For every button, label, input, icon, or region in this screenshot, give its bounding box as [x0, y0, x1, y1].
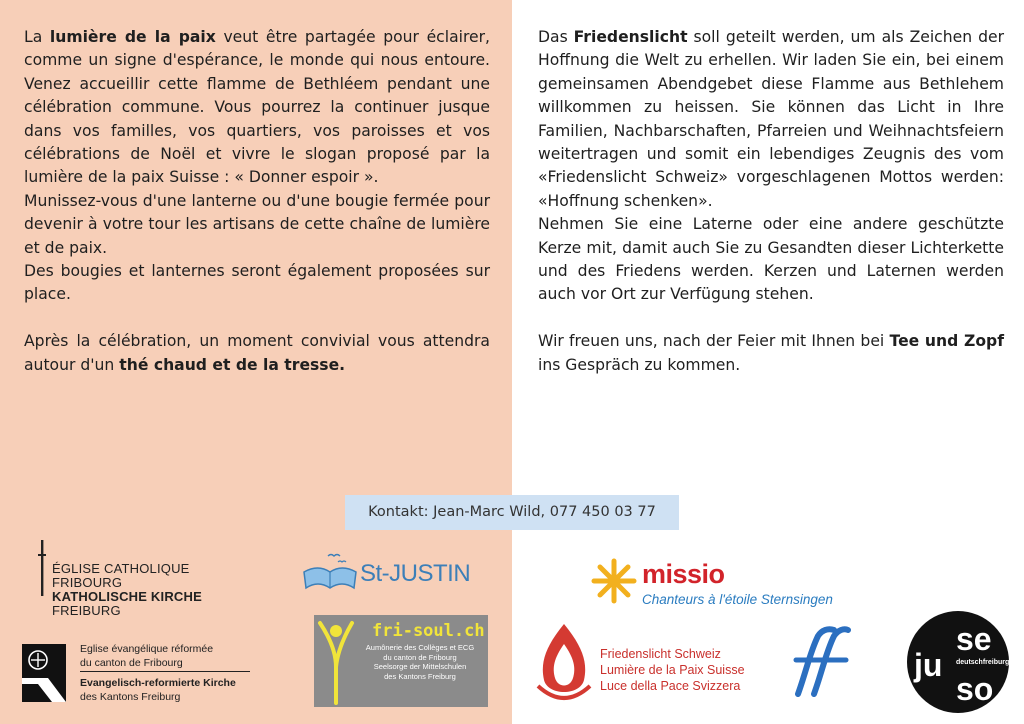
german-text — [538, 26, 1004, 377]
german-paragraph-2: Nehmen Sie eine Laterne oder eine andere geschützte Kerze mit, damit auch Sie zu Gesandten dieser Lichterkette und des Friedens werden. Kerzen und Laternen werden auch vor Ort zur Verfügung stehen. — [538, 215, 1004, 304]
french-paragraph-3: Des bougies et lanternes seront également proposées sur place. — [24, 262, 490, 304]
fri-soul-logo: fri-soul.ch Aumônerie des Collèges et ECG du canton de Fribourg Seelsorge der Mittelschulen des Kantons Freiburg — [314, 615, 488, 707]
cross-icon — [38, 540, 46, 596]
reformed-church-icon — [22, 644, 66, 702]
juso-logo — [906, 610, 1010, 714]
french-paragraph-1: La lumière de la paix veut être partagée pour éclairer, comme un signe d'espérance, le monde qui nous entoure. Venez accueillir cette flamme de Bethléem pendant une célébration commune. Vous pourrez la continuer jusque dans vos familles, vos quartiers, vos paroisses et vos célébrations de Noël et vivre le slogan proposé par la lumière de la paix Suisse : « Donner espoir ». — [24, 28, 490, 187]
french-paragraph-4: Après la célébration, un moment convivial vous attendra autour d'un thé chaud et de la tresse. — [24, 332, 490, 374]
friedenslicht-logo: Friedenslicht Schweiz Lumière de la Paix Suisse Luce della Pace Svizzera — [536, 622, 756, 708]
eglise-reformee-logo: Eglise évangélique réformée du canton de Fribourg Evangelisch-reformierte Kirche des Kantons Freiburg — [22, 636, 262, 706]
star-icon — [590, 557, 638, 605]
book-birds-icon — [300, 550, 358, 596]
svg-text:deutschfreiburg: deutschfreiburg — [956, 659, 1010, 666]
eglise-catholique-logo: ÉGLISE CATHOLIQUE FRIBOURG KATHOLISCHE KIRCHE FREIBURG — [26, 540, 256, 602]
svg-text:so: so — [956, 671, 994, 707]
french-text — [24, 26, 490, 377]
person-figure-icon — [316, 619, 356, 705]
juso-circle-icon — [906, 610, 1010, 714]
ff-logo — [788, 622, 852, 702]
st-justin-logo: St-JUSTIN — [300, 550, 490, 596]
german-paragraph-3: Wir freuen uns, nach der Feier mit Ihnen bei Tee und Zopf ins Gespräch zu kommen. — [538, 332, 1004, 374]
german-paragraph-1: Das Friedenslicht soll geteilt werden, um als Zeichen der Hoffnung die Welt zu erhellen. Wir laden Sie ein, bei einem gemeinsamen Abendgebet diese Flamme aus Bethlehem willkommen zu heissen. Sie können das Licht in Ihre Familien, Nachbarschaften, Pfarreien und Weihnachtsfeiern weitertragen und somit ein lebendiges Zeugnis des vom «Friedenslicht Schweiz» vorgeschlagenen Mottos werden: «Hoffnung schenken». — [538, 28, 1004, 210]
french-paragraph-2: Munissez-vous d'une lanterne ou d'une bougie fermée pour devenir à votre tour les artisans de cette chaîne de lumière et de paix. — [24, 191, 490, 257]
missio-logo: missio Chanteurs à l'étoile Sternsingen — [590, 555, 910, 615]
flame-icon — [536, 622, 592, 706]
svg-text:se: se — [956, 621, 992, 657]
contact-box: Kontakt: Jean-Marc Wild, 077 450 03 77 — [345, 495, 679, 530]
ff-mark-icon — [788, 622, 852, 702]
svg-text:ju: ju — [914, 647, 943, 683]
